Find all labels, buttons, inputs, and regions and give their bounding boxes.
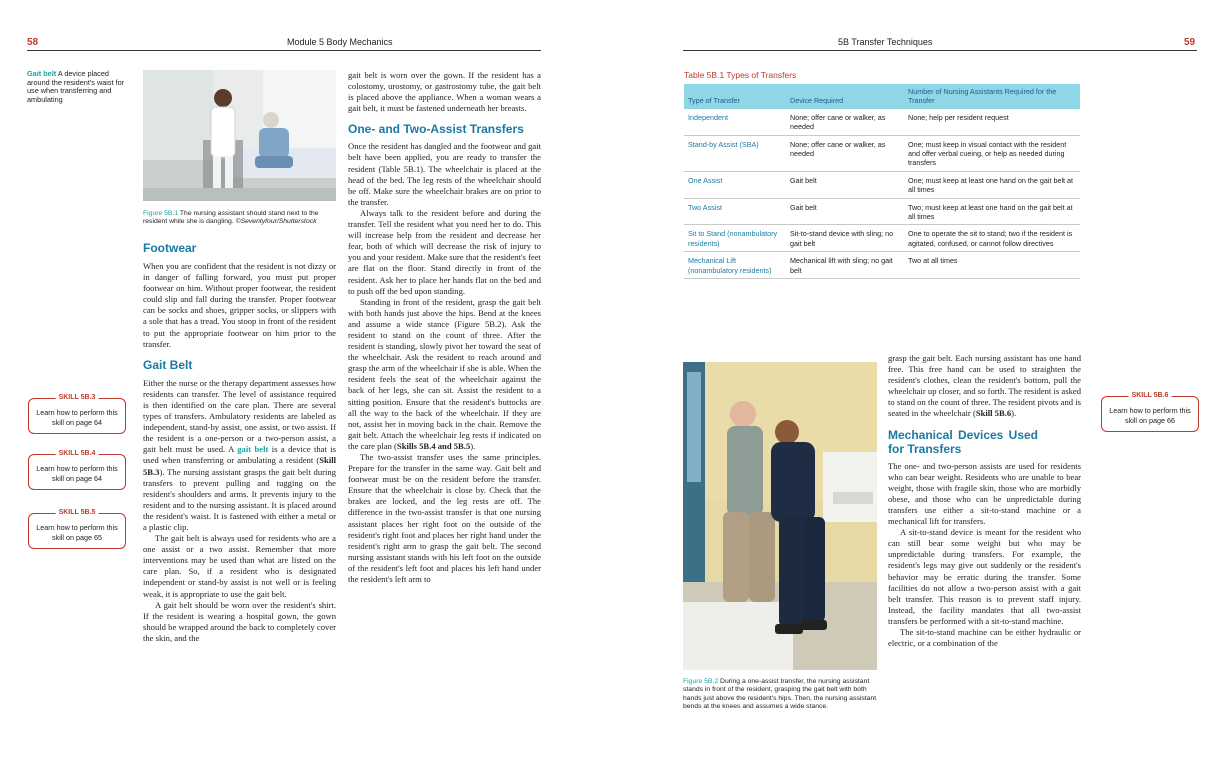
cell-number: Two; must keep at least one hand on the gait belt at all times xyxy=(904,198,1080,225)
skill-box-5b3[interactable] xyxy=(28,394,126,434)
skill-box-5b5[interactable] xyxy=(28,509,126,549)
skill-box-5b6[interactable] xyxy=(1101,392,1199,432)
cell-type: Independent xyxy=(684,109,786,135)
cell-device: None; offer cane or walker, as needed xyxy=(786,109,904,135)
skill-box-5b4[interactable] xyxy=(28,450,126,490)
skill-text: Learn how to perform this skill on page 64 xyxy=(36,464,118,483)
table-row xyxy=(684,198,1080,225)
figure-label: Figure 5B.1 xyxy=(143,210,179,217)
paragraph xyxy=(143,378,336,533)
heading-one-two-assist: One- and Two-Assist Transfers xyxy=(348,122,524,137)
heading-gait-belt: Gait Belt xyxy=(143,357,193,372)
right-page-number: 59 xyxy=(1184,37,1196,48)
cell-type: Stand-by Assist (SBA) xyxy=(684,135,786,171)
paragraph: The two-assist transfer uses the same principles. Prepare for the transfer in the same way. Gait belt and footwear must be on the resident before the transfer. Ensure that the wheelchair is close by. Check that the brakes are locked, and the leg rests are off. The difference in the two-assist transfer is that one nursing assistant places her right foot on the outside of the resident's right foot and places her right hand under the resident's right arm to grasp the gait belt. The second nursing assistant stands with his left foot on the outside of the resident's left foot and places his left hand under the resident's left arm to xyxy=(348,452,541,585)
paragraph: The one- and two-person assists are used for residents who can bear weight. Residents who are unable to bear weight, those with fragile skin, those who are morbidly obese, and those who can be unpredictable during transfers use either a sit-to-stand machine or a mechanical lift for transfers. xyxy=(888,460,1081,527)
figure-5b2-photo xyxy=(683,362,877,670)
column-header: Number of Nursing Assistants Required for the Transfer xyxy=(904,84,1080,109)
one-assist-transfer-image xyxy=(683,362,877,670)
table xyxy=(684,84,1080,279)
figure-5b2-caption xyxy=(683,678,877,712)
skill-title: SKILL 5B.4 xyxy=(56,449,99,459)
text-run: grasp the gait belt. Each nursing assistant has one hand free. This free hand can be used to straighten the resident's clothes, clean the resident's bottom, pull the wheelchair up closer, and so forth. The resident is asked to stand on the count of three. The resident pivots and is seated in the wheelchair ( xyxy=(888,353,1081,419)
text-run: Standing in front of the resident, grasp the gait belt with both hands just above the hips. Bend at the knees and assume a wide stance (Figure 5B.2). Ask the resident to stand on the count of three. After the resident is standing, slowly pivot her toward the seat of the wheelchair. Ask the resident to reach around and grasp the arm of the wheelchair if she is able. When the resident feels the seat of the wheelchair against the back of her legs, she can sit. Assist the resident to a sitting position. Ensure that the resident's buttocks are all the way to the back of the wheelchair. If they are not, assist her in moving back in the chair. Remove the gait belt. Attach the wheelchair leg rests if indicated on the care plan ( xyxy=(348,296,541,451)
paragraph: The gait belt is always used for residents who are a one assist or a two assist. Remember that more interventions may be used than what are listed on the care plan. So, if a resident who is designated independent or stand-by assist is not well or is feeling weak, it is appropriate to use the gait belt. xyxy=(143,533,336,599)
text-run: ). The nursing assistant grasps the gait belt during transfers to prevent pulling and tugging on the resident's shoulders and arms. It prevents injury to the resident and to the nursing assistant. It is placed around the resident's waist. It is fastened with either a metal or a plastic clip. xyxy=(143,466,336,532)
table-row xyxy=(684,252,1080,279)
right-running-head: 5B Transfer Techniques xyxy=(838,37,933,47)
heading-mechanical-devices: Mechanical Devices Used for Transfers xyxy=(888,427,1038,456)
paragraph: A sit-to-stand device is meant for the resident who can still bear some weight but who may be unpredictable during transfers. For example, the resident's legs may give out suddenly or the resident's behavior may be erratic during the transfer. Some facilities do not allow a two-person assist with a gait belt transfer. This reason is to prevent staff injury. Instead, the facility mandates that all two-assist transfers be performed with a sit-to-stand machine. xyxy=(888,527,1081,626)
cell-type: Mechanical Lift (nonambulatory residents) xyxy=(684,252,786,279)
skill-title: SKILL 5B.5 xyxy=(56,508,99,518)
skill-ref[interactable]: Skill 5B.6 xyxy=(975,408,1012,419)
left-page-number: 58 xyxy=(27,37,39,48)
paragraph xyxy=(348,297,541,452)
cell-number: One; must keep at least one hand on the gait belt at all times xyxy=(904,171,1080,198)
caption-text: During a one-assist transfer, the nursing assistant stands in front of the resident, grasping the gait belt with both hands just above the resident's hips. Then, the nursing assistant bends at the knees and assumes a wide stance. xyxy=(683,678,877,711)
photo-credit: ©Seventyfour/Shutterstock xyxy=(235,218,317,226)
nurse-resident-bed-image xyxy=(143,70,336,201)
column-header: Device Required xyxy=(786,84,904,109)
glossary-definition: A device placed around the resident's waist for use when transferring and ambulating xyxy=(27,69,125,104)
figure-label: Figure 5B.2 xyxy=(683,678,719,685)
text-run: Either the nurse or the therapy department assesses how residents can transfer. The level of assistance required is then identified on the care plan. There are several types of transfers. Ambulatory residents are labeled as independent, stand-by assist, one assist, or two assist. If the resident is a one-person or a two-person assist, a gait belt must be used. A xyxy=(143,377,336,455)
text-run: ). xyxy=(470,440,476,451)
skill-ref[interactable]: Skill 5B.3 xyxy=(143,455,336,477)
paragraph: Once the resident has dangled and the footwear and gait belt have been applied, you are ready to transfer the resident (Table 5B.1). The wheelchair is placed at the head of the bed. The leg rests of the wheelchair should be off. Make sure the wheelchair brakes are on prior to the transfer. xyxy=(348,141,541,207)
right-column xyxy=(888,353,1081,649)
skill-title: SKILL 5B.6 xyxy=(1129,391,1172,401)
text-run: ). xyxy=(1011,408,1017,419)
paragraph: Always talk to the resident before and during the transfer. Tell the resident what you need her to do. This will increase help from the resident and decrease her fear, both of which will decrease the risk of injury to you and your resident. Make sure that the resident's feet are flat on the floor. Stand directly in front of the resident. Ask her to place her hands flat on the bed and to push off the bed upon standing. xyxy=(348,207,541,296)
cell-device: Gait belt xyxy=(786,198,904,225)
skill-title: SKILL 5B.3 xyxy=(56,393,99,403)
paragraph xyxy=(888,353,1081,420)
table-row xyxy=(684,135,1080,171)
table-row xyxy=(684,109,1080,135)
table-row xyxy=(684,225,1080,252)
caption-text: The nursing assistant should stand next to the resident while she is dangling. xyxy=(143,210,319,226)
paragraph: gait belt is worn over the gown. If the resident has a colostomy, urostomy, or gastrostomy tube, the gait belt is placed above the appliance. When a woman wears a gait belt, it must be fastened underneath her breasts. xyxy=(348,70,541,114)
skill-text: Learn how to perform this skill on page 66 xyxy=(1109,406,1191,425)
skill-text: Learn how to perform this skill on page 64 xyxy=(36,408,118,427)
left-column-1 xyxy=(143,241,336,644)
cell-type: One Assist xyxy=(684,171,786,198)
figure-5b1-photo xyxy=(143,70,336,201)
cell-type: Two Assist xyxy=(684,198,786,225)
paragraph: When you are confident that the resident is not dizzy or in danger of falling forward, you must put proper footwear on him. Without proper footwear, the resident could slip and fall during the transfer. Proper footwear can be socks and shoes, gripper socks, or slippers with a sole that has a tread. You stoop in front of the resident to put the appropriate footwear on him prior to the transfer. xyxy=(143,261,336,349)
table-title: Table 5B.1 Types of Transfers xyxy=(684,70,797,80)
column-header: Type of Transfer xyxy=(684,84,786,109)
left-running-head: Module 5 Body Mechanics xyxy=(287,37,393,47)
right-header-rule xyxy=(683,50,1197,51)
cell-type: Sit to Stand (nonambulatory residents) xyxy=(684,225,786,252)
table-row xyxy=(684,171,1080,198)
table-header-row xyxy=(684,84,1080,109)
left-header-rule xyxy=(27,50,541,51)
left-column-2 xyxy=(348,70,541,585)
skill-ref[interactable]: Skills 5B.4 and 5B.5 xyxy=(396,440,471,451)
term-gait-belt: gait belt xyxy=(237,444,269,455)
text-run: is a device that is used when transferring or ambulating a resident ( xyxy=(143,444,336,466)
heading-footwear: Footwear xyxy=(143,241,197,255)
cell-device: Sit-to-stand device with sling; no gait belt xyxy=(786,225,904,252)
paragraph: The sit-to-stand machine can be either hydraulic or electric, or a combination of the xyxy=(888,626,1081,649)
cell-device: None; offer cane or walker, as needed xyxy=(786,135,904,171)
cell-device: Gait belt xyxy=(786,171,904,198)
cell-number: One to operate the sit to stand; two if the resident is agitated, confused, or cannot follow directives xyxy=(904,225,1080,252)
figure-5b1-caption xyxy=(143,210,336,227)
cell-number: Two at all times xyxy=(904,252,1080,279)
glossary-term: Gait belt xyxy=(27,69,57,78)
glossary-note xyxy=(27,70,127,104)
cell-number: One; must keep in visual contact with the resident and offer verbal cueing, or help as needed during transfers xyxy=(904,135,1080,171)
transfer-table xyxy=(684,84,1080,279)
cell-device: Mechanical lift with sling; no gait belt xyxy=(786,252,904,279)
skill-text: Learn how to perform this skill on page 65 xyxy=(36,523,118,542)
cell-number: None; help per resident request xyxy=(904,109,1080,135)
paragraph: A gait belt should be worn over the resident's shirt. If the resident is wearing a hospital gown, the gown should be wrapped around the back to completely cover the skin, and the xyxy=(143,599,336,643)
